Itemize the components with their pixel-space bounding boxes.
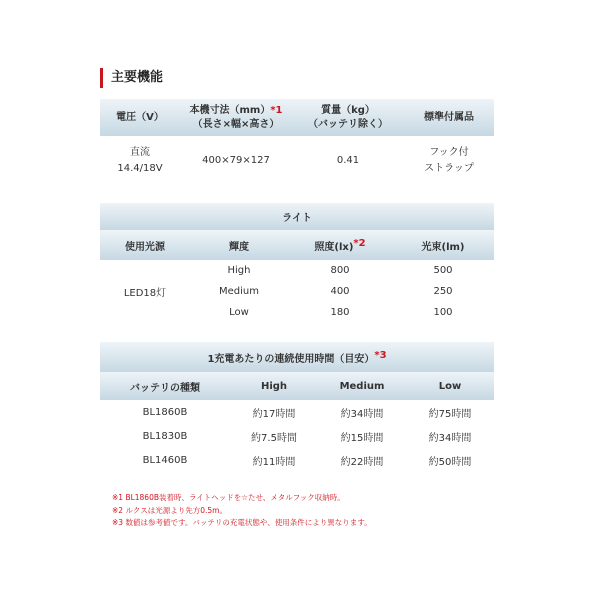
runtime-title-label: 1充電あたりの連続使用時間（目安） xyxy=(207,353,375,365)
high-header: High xyxy=(260,380,288,392)
illuminance-value: 180 xyxy=(330,307,350,318)
weight-header-sub: （バッテリ除く） xyxy=(308,118,388,130)
light-row xyxy=(100,260,494,281)
light-title: ライト xyxy=(282,213,312,224)
brightness-header: 輝度 xyxy=(229,241,249,253)
footnotes xyxy=(112,492,372,530)
battery-type-value: BL1830B xyxy=(142,430,188,442)
section-title: 主要機能 xyxy=(100,68,163,88)
spec-value-row xyxy=(100,136,494,186)
weight-value: 0.41 xyxy=(336,155,360,166)
runtime-row xyxy=(100,400,494,424)
runtime-title-row xyxy=(100,342,494,372)
luminous-flux-value: 100 xyxy=(433,307,453,318)
weight-header xyxy=(292,99,404,136)
medium-runtime-value: 約22時間 xyxy=(340,456,384,468)
luminous-flux-value: 250 xyxy=(433,286,453,297)
runtime-header-row xyxy=(100,372,494,400)
note-marker-2: *2 xyxy=(353,237,366,249)
weight-header-label: 質量（kg） xyxy=(321,104,375,116)
dimensions-header xyxy=(180,99,292,136)
low-header: Low xyxy=(438,380,462,392)
voltage-value xyxy=(100,136,180,186)
footnote: ※3 数値は参考値です。バッテリの充電状態や、使用条件により異なります。 xyxy=(112,518,372,527)
battery-type-value: BL1460B xyxy=(142,454,188,466)
accessory-line-1: フック付 xyxy=(429,147,469,158)
footnote: ※2 ルクスは光源より先方0.5m。 xyxy=(112,505,227,515)
light-header-row xyxy=(100,230,494,260)
runtime-title xyxy=(100,342,494,372)
high-runtime-value: 約7.5時間 xyxy=(251,432,297,444)
brightness-value: Medium xyxy=(219,286,259,297)
footnote: ※1 BL1860B装着時、ライトヘッドを☆たせ、メタルフック収納時。 xyxy=(112,493,345,502)
luminous-flux-header: 光束(lm) xyxy=(421,241,465,253)
runtime-row xyxy=(100,448,494,472)
source-header: 使用光源 xyxy=(125,241,165,253)
runtime-table xyxy=(100,342,494,472)
voltage-line-1: 直流 xyxy=(130,147,150,158)
spec-header-row xyxy=(100,99,494,136)
brightness-value: Low xyxy=(229,307,249,318)
runtime-row xyxy=(100,424,494,448)
luminous-flux-value: 500 xyxy=(433,265,453,276)
illuminance-header-label: 照度(lx) xyxy=(314,241,354,253)
medium-header: Medium xyxy=(339,380,385,392)
low-runtime-value: 約34時間 xyxy=(428,432,472,444)
low-runtime-value: 約75時間 xyxy=(428,408,472,420)
light-title-row xyxy=(100,203,494,230)
voltage-header: 電圧（V） xyxy=(116,111,164,123)
note-marker-1: *1 xyxy=(270,104,283,116)
voltage-line-2: 14.4/18V xyxy=(117,163,163,174)
illuminance-value: 400 xyxy=(330,286,350,297)
accessory-line-2: ストラップ xyxy=(424,163,474,174)
battery-type-header: バッテリの種類 xyxy=(130,382,200,394)
high-runtime-value: 約17時間 xyxy=(252,408,296,420)
medium-runtime-value: 約34時間 xyxy=(340,408,384,420)
high-runtime-value: 約11時間 xyxy=(252,456,296,468)
light-source-value: LED18灯 xyxy=(123,288,167,299)
low-runtime-value: 約50時間 xyxy=(428,456,472,468)
medium-runtime-value: 約15時間 xyxy=(340,432,384,444)
light-table xyxy=(100,203,494,323)
dimensions-header-label: 本機寸法（mm） xyxy=(189,104,271,116)
brightness-value: High xyxy=(227,265,251,276)
spec-table xyxy=(100,99,494,186)
dimensions-value: 400×79×127 xyxy=(202,155,270,166)
illuminance-header xyxy=(288,230,392,260)
battery-type-value: BL1860B xyxy=(142,406,188,418)
illuminance-value: 800 xyxy=(330,265,350,276)
dimensions-header-sub: （長さ×幅×高さ） xyxy=(192,118,280,130)
accessory-value xyxy=(404,136,494,186)
accessory-header: 標準付属品 xyxy=(424,111,474,123)
note-marker-3: *3 xyxy=(374,349,387,361)
